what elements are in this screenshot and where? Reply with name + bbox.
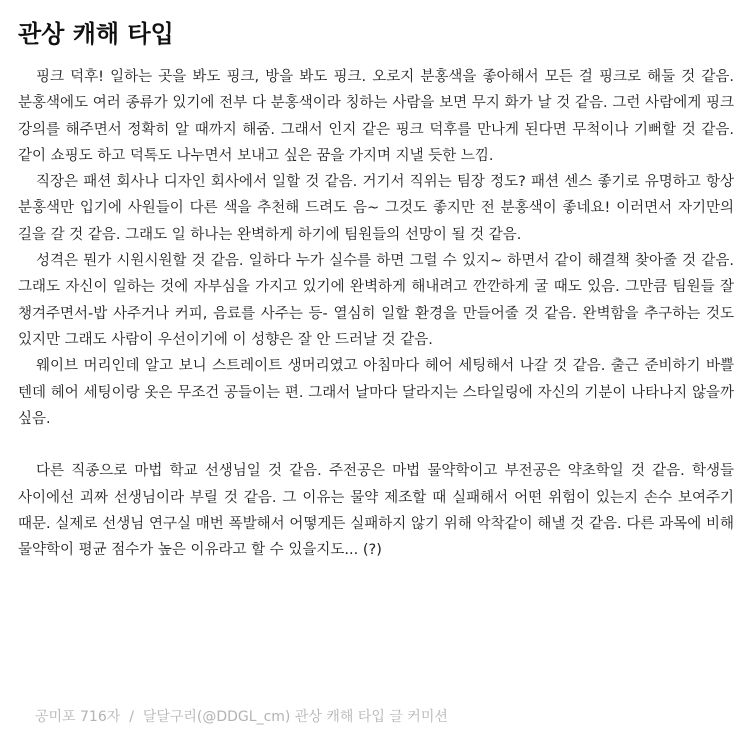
document-title: 관상 캐해 타입 [18, 20, 174, 48]
commission-author: 달달구리(@DDGL_cm) 관상 캐해 타입 글 커미션 [142, 709, 448, 725]
footer-separator: / [129, 709, 134, 725]
commission-length: 공미포 716자 [35, 709, 121, 725]
paragraph-magic-teacher: 다른 직종으로 마법 학교 선생님일 것 같음. 주전공은 마법 물약학이고 부전공은 약초학일 것 같음. 학생들 사이에선 괴짜 선생님이라 부릴 것 같음. 그 이유는 물약 제조할 때 실패해서 어떤 위험이 있는지 손수 보여주기 때문. 실제로 선생님 연구실 매번 폭발해서 어떻게든 실패하지 않기 위해 악착같이 해낼 것 같음. 다른 과목에 비해 물약학이 평균 점수가 높은 이유라고 할 수 있을지도... (?) [18, 463, 734, 559]
document-body [18, 64, 734, 564]
paragraph-pink-fan: 핑크 덕후! 일하는 곳을 봐도 핑크, 방을 봐도 핑크. 오로지 분홍색을 좋아해서 모든 걸 핑크로 해둘 것 같음. 분홍색에도 여러 종류가 있기에 전부 다 분홍색이라 칭하는 사람을 보면 무지 화가 날 것 같음. 그런 사람에게 핑크 강의를 해주면서 정확히 알 때까지 해줌. 그래서 인지 같은 핑크 덕후를 만나게 된다면 무척이나 기뻐할 것 같음. 같이 쇼핑도 하고 덕톡도 나누면서 보내고 싶은 꿈을 가지며 지낼 듯한 느낌. [18, 69, 734, 164]
paragraph-hairstyle: 웨이브 머리인데 알고 보니 스트레이트 생머리였고 아침마다 헤어 세팅해서 나갈 것 같음. 출근 준비하기 바쁠 텐데 헤어 세팅이랑 옷은 무조건 공들이는 편. 그래서 날마다 달라지는 스타일링에 자신의 기분이 나타나지 않을까 싶음. [18, 358, 734, 427]
commission-footer [35, 705, 448, 729]
paragraph-personality: 성격은 뭔가 시원시원할 것 같음. 일하다 누가 실수를 하면 그럴 수 있지~ 하면서 같이 해결책 찾아줄 것 같음. 그래도 자신이 일하는 것에 자부심을 가지고 있기에 완벽하게 해내려고 깐깐하게 굴 때도 있음. 그만큼 팀원들 잘 챙겨주면서-밥 사주거나 커피, 음료를 사주는 등- 열심히 일할 환경을 만들어줄 것 같음. 완벽함을 추구하는 것도 있지만 그래도 사람이 우선이기에 이 성향은 잘 안 드러날 것 같음. [18, 253, 734, 348]
paragraph-workplace: 직장은 패션 회사나 디자인 회사에서 일할 것 같음. 거기서 직위는 팀장 정도? 패션 센스 좋기로 유명하고 항상 분홍색만 입기에 사원들이 다른 색을 추천해 드려도 음~ 그것도 좋지만 전 분홍색이 좋네요! 이러면서 자기만의 길을 갈 것 같음. 그래도 일 하나는 완벽하게 하기에 팀원들의 선망이 될 것 같음. [18, 174, 734, 243]
paragraph-gap [18, 432, 734, 458]
